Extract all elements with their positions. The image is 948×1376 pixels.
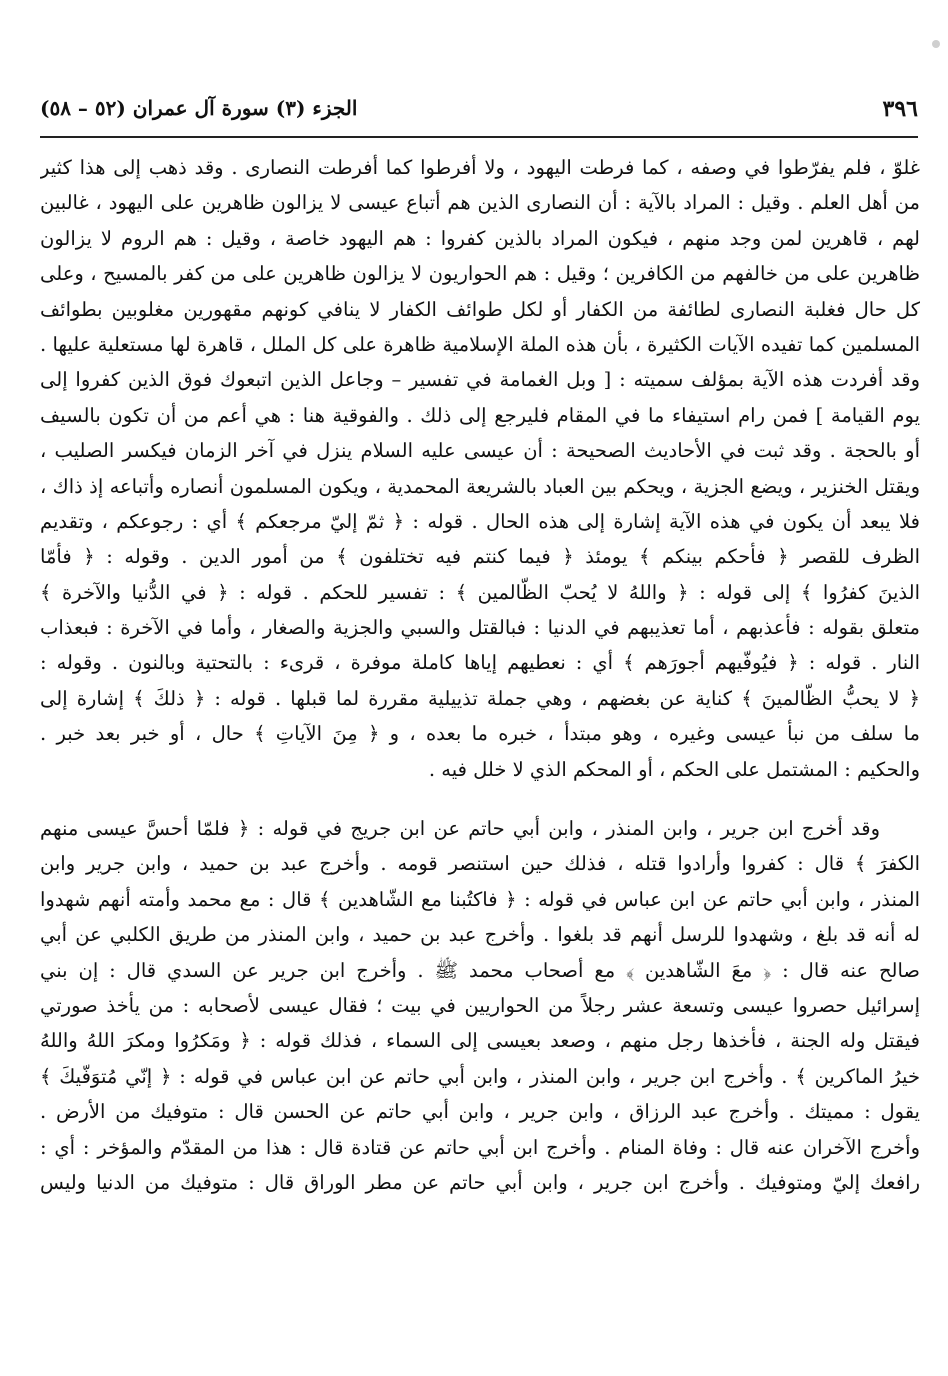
paragraph-2 [40, 811, 920, 1200]
text-line: خيرُ الماكرين ﴾ . وأخرج ابن جرير ، وابن المنذر ، وابن أبي حاتم عن ابن عباس في قوله : ﴿ إنّي مُتوَفّيكَ ﴾ [40, 1064, 920, 1088]
body-text [40, 150, 920, 1200]
text-line: والحكيم : المشتمل على الحكم ، أو المحكم الذي لا خلل فيه . [428, 757, 920, 781]
text-line: وقد أفردت هذه الآية بمؤلف سميته : [ وبل الغمامة في تفسير – وجاعل الذين اتبعوك فوق الذين كفروا إلى [40, 368, 920, 392]
text-line: المنذر ، وابن أبي حاتم عن ابن عباس في قوله : ﴿ فاكتُبنا مع الشّاهدين ﴾ قال : مع محمد وأمته أنهم شهدوا [40, 887, 920, 911]
text-line: ويقتل الخنزير ، ويضع الجزية ، ويحكم بين العباد بالشريعة المحمدية ، ويكون المسلمون أنصاره وأتباعه إذ ذاك ، [40, 474, 920, 498]
text-line: الذينَ كفرُوا ﴾ إلى قوله : ﴿ واللهُ لا يُحبّ الظّالمين ﴾ : تفسير للحكم . قوله : ﴿ في الدُّنيا والآخرة ﴾ [40, 580, 920, 604]
text-line: صالح عنه قال : ﴿ معَ الشّاهدين ﴾ مع أصحاب محمد ﷺ . وأخرج ابن جرير عن السدي قال : إن بني [40, 958, 920, 982]
text-line: ﴿ لا يحبُّ الظّالمينَ ﴾ كناية عن بغضهم ، وهي جملة تذييلية مقررة لما قبلها . قوله : ﴿ ذلكَ ﴾ إشارة إلى [40, 686, 920, 710]
text-line: الكفرَ ﴾ قال : كفروا وأرادوا قتله ، فذلك حين استنصر قومه . وأخرج عبد بن حميد ، وابن جرير وابن [40, 852, 920, 876]
text-line: النار . قوله : ﴿ فيُوفّيهم أجورَهم ﴾ أي : نعطيهم إياها كاملة موفرة ، قرىء : بالتحتية وبالنون . وقوله : [40, 651, 920, 675]
paragraph-1 [40, 150, 920, 787]
text-line: وأخرج الآخران عنه قال : وفاة المنام . وأخرج ابن أبي حاتم عن قتادة قال : هذا من المقدّم والمؤخر : أي : [40, 1135, 920, 1159]
page-number: ٣٩٦ [882, 96, 918, 122]
text-line: ما سلف من نبأ عيسى وغيره ، وهو مبتدأ ، خبره ما بعده ، و ﴿ مِنَ الآياتِ ﴾ حال ، أو خبر بعد خبر . [40, 722, 920, 746]
paragraph-gap [40, 787, 920, 811]
text-line: فلا يبعد أن يكون في هذه الآية إشارة إلى هذه الحال . قوله : ﴿ ثمّ إليّ مرجعكم ﴾ أي : رجوعكم ، وتقديم [40, 509, 920, 533]
text-line: الظرف للقصر ﴿ فأحكم بينكم ﴾ يومئذ ﴿ فيما كنتم فيه تختلفون ﴾ من أمور الدين . وقوله : ﴿ فأمّا [40, 545, 920, 569]
page-header [40, 96, 918, 136]
text-line: متعلق بقوله : فأعذبهم ، أما تعذيبهم في الدنيا : فبالقتل والسبي والجزية والصغار ، وأما في الآخرة : فبعذاب [40, 616, 920, 640]
text-line: المسلمين كما تفيده الآيات الكثيرة ، بأن هذه الملة الإسلامية ظاهرة على كل الملل ، قاهرة لها مستعلية عليها . [40, 332, 920, 356]
text-line: إسرائيل حصروا عيسى وتسعة عشر رجلاً من الحواريين في بيت ؛ فقال عيسى لأصحابه : من يأخذ صورتي [40, 993, 920, 1017]
text-line: ظاهرين على من خالفهم من الكافرين ؛ وقيل : هم الحواريون لا يزالون ظاهرين على من كفر بالمسيح ، وعلى [40, 262, 920, 286]
text-line: وقد أخرج ابن جرير ، وابن المنذر ، وابن أبي حاتم عن ابن جريج في قوله : ﴿ فلمّا أحسَّ عيسى منهم [40, 817, 880, 841]
header-rule [40, 136, 918, 138]
text-line: له أنه قد بلغ ، وشهدوا للرسل أنهم قد بلغوا . وأخرج عبد بن حميد ، وابن المنذر من طريق الكلبي عن أبي [40, 923, 920, 947]
margin-dot [932, 40, 940, 48]
text-line: يقول : مميتك . وأخرج عبد الرزاق ، وابن جرير ، وابن أبي حاتم عن الحسن قال : متوفيك من الأرض . [40, 1100, 920, 1124]
text-line: فيقتل وله الجنة ، فأخذها رجل منهم ، وصعد بعيسى إلى السماء ، فذلك قوله : ﴿ ومَكرُوا ومكرَ اللهُ واللهُ [40, 1029, 920, 1053]
text-line: رافعك إليّ ومتوفيك . وأخرج ابن جرير ، وابن أبي حاتم عن مطر الوراق قال : متوفيك من الدنيا وليس [40, 1170, 920, 1194]
text-line: من أهل العلم . وقيل : المراد بالآية : أن النصارى الذين هم أتباع عيسى لا يزالون ظاهرين على اليهود ، غالبين [40, 191, 920, 215]
text-line: غلوّ ، فلم يفرّطوا في وصفه ، كما فرطت اليهود ، ولا أفرطوا كما أفرطت النصارى . وقد ذهب إلى هذا كثير [40, 156, 920, 179]
text-line: أو بالحجة . وقد ثبت في الأحاديث الصحيحة : أن عيسى عليه السلام ينزل في آخر الزمان فيكسر الصليب ، [40, 439, 920, 463]
text-line: لهم ، قاهرين لمن وجد منهم ، فيكون المراد بالذين كفروا : هم اليهود خاصة ، وقيل : هم الروم لا يزالون [40, 226, 920, 250]
text-line: كل حال فغلبة النصارى لطائفة من الكفار أو لكل طوائف الكفار لا ينافي كونهم مقهورين مغلوبين بطوائف [40, 297, 920, 321]
running-head: الجزء (٣) سورة آل عمران (٥٢ – ٥٨) [40, 96, 358, 120]
text-line: يوم القيامة ] فمن رام استيفاء ما في المقام فليرجع إلى ذلك . والفوقية هنا : هي أعم من أن تكون بالسيف [40, 403, 920, 427]
